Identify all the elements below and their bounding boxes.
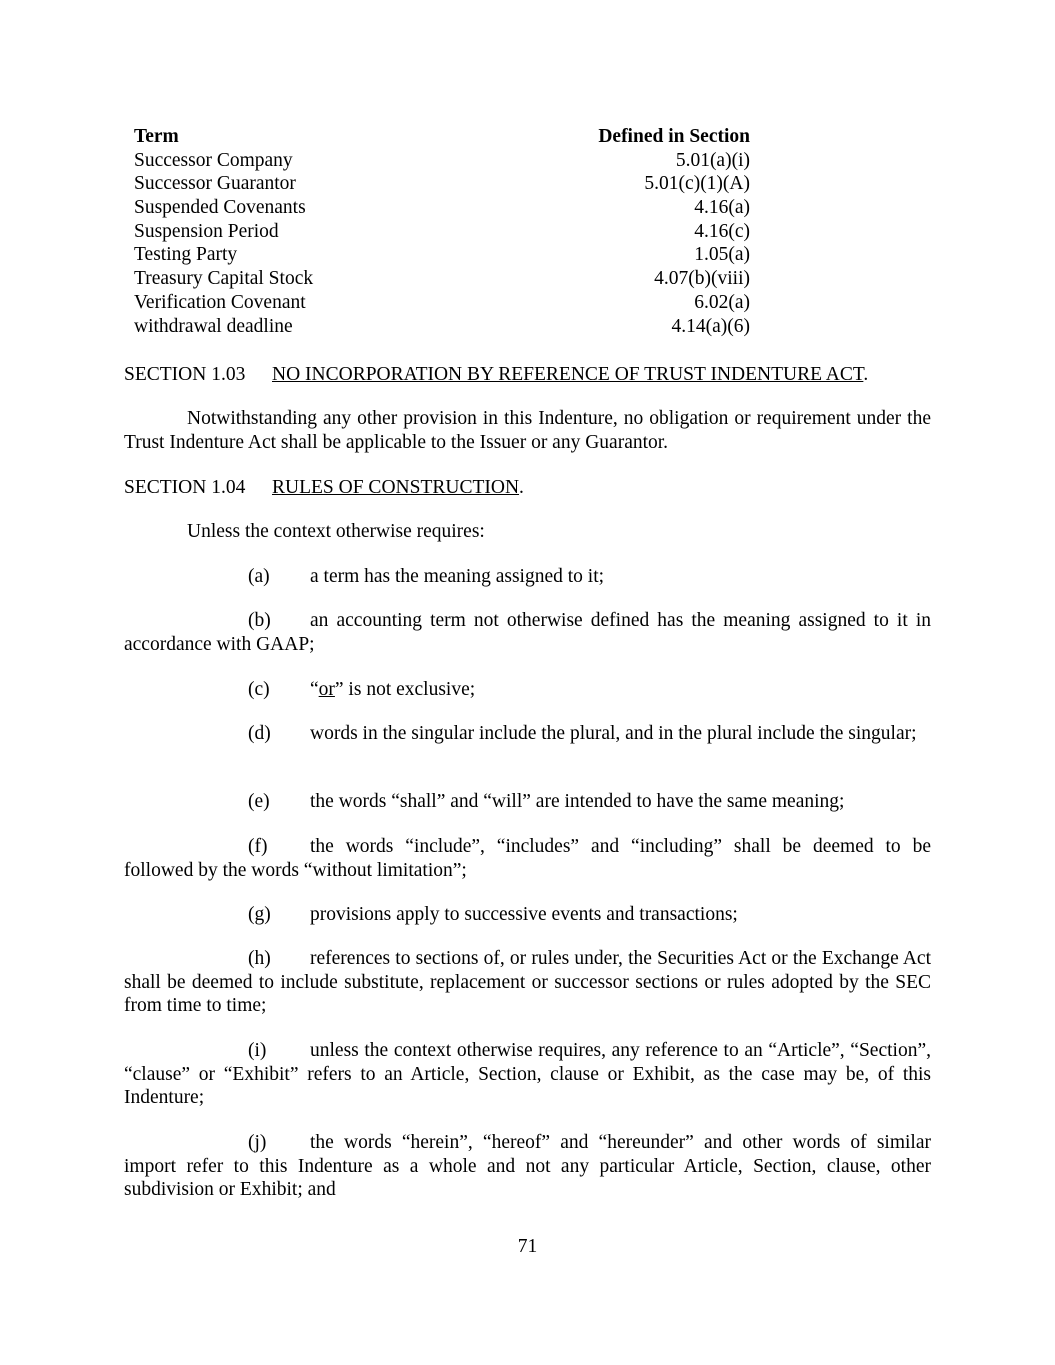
- ref-suspension-period: 4.16(c): [694, 221, 750, 242]
- clause-text: the words “shall” and “will” are intended to have the same meaning;: [310, 791, 845, 812]
- clause-text: a term has the meaning assigned to it;: [310, 566, 605, 587]
- section-title: NO INCORPORATION BY REFERENCE OF TRUST INDENTURE ACT: [272, 364, 864, 385]
- section-1-03-body: Notwithstanding any other provision in this Indenture, no obligation or requirement under the Trust Indenture Act shall be applicable to the Issuer or any Guarantor.: [124, 408, 931, 453]
- term-successor-guarantor: Successor Guarantor: [134, 173, 296, 194]
- section-title: RULES OF CONSTRUCTION: [272, 477, 520, 498]
- clause-text: unless the context otherwise requires, any reference to an “Article”, “Section”, “clause” or “Exhibit” refers to an Article, Section, clause or Exhibit, as the case may be, of this Indenture;: [124, 1040, 931, 1108]
- clause-text-close: ” is not exclusive;: [334, 679, 476, 700]
- section-1-04-heading: [124, 476, 524, 500]
- clause-text: references to sections of, or rules under, the Securities Act or the Exchange Act shall be deemed to include substitute, replacement or successor sections or rules adopted by the SEC from time to time;: [124, 948, 931, 1016]
- ref-successor-guarantor: 5.01(c)(1)(A): [644, 173, 750, 194]
- table-header-section: Defined in Section: [598, 126, 750, 147]
- clause-text-underlined: or: [318, 679, 335, 700]
- clause-h: [124, 947, 931, 1018]
- ref-verification-covenant: 6.02(a): [694, 292, 750, 313]
- clause-label: (h): [248, 948, 271, 969]
- clause-text: words in the singular include the plural, and in the plural include the singular;: [310, 723, 917, 744]
- clause-text-open: “: [310, 679, 319, 700]
- clause-b: [124, 609, 931, 656]
- clause-label: (i): [248, 1040, 267, 1061]
- clause-g: [124, 903, 931, 927]
- section-number: SECTION 1.04: [124, 477, 246, 498]
- clause-i: [124, 1039, 931, 1110]
- table-header-term: Term: [134, 126, 179, 147]
- clause-label: (e): [248, 791, 270, 812]
- clause-label: (a): [248, 566, 270, 587]
- clause-label: (g): [248, 904, 271, 925]
- period: .: [863, 364, 869, 385]
- clause-a: [124, 565, 931, 589]
- term-verification-covenant: Verification Covenant: [134, 292, 306, 313]
- section-number: SECTION 1.03: [124, 364, 246, 385]
- clause-j: [124, 1131, 931, 1202]
- clause-f: [124, 835, 931, 882]
- clause-d: [124, 722, 931, 746]
- ref-treasury-capital-stock: 4.07(b)(viii): [654, 268, 750, 289]
- term-suspension-period: Suspension Period: [134, 221, 279, 242]
- ref-withdrawal-deadline: 4.14(a)(6): [671, 316, 750, 337]
- clause-c: [124, 678, 931, 702]
- clause-text: the words “herein”, “hereof” and “hereunder” and other words of similar import refer to this Indenture as a whole and not any particular Article, Section, clause, other subdivision or Exhibit; and: [124, 1132, 931, 1200]
- section-1-04-intro: Unless the context otherwise requires:: [187, 521, 485, 542]
- clause-text: the words “include”, “includes” and “including” shall be deemed to be followed by the words “without limitation”;: [124, 836, 931, 881]
- term-withdrawal-deadline: withdrawal deadline: [134, 316, 293, 337]
- clause-label: (b): [248, 610, 271, 631]
- clause-label: (j): [248, 1132, 267, 1153]
- clause-text: an accounting term not otherwise defined has the meaning assigned to it in accordance with GAAP;: [124, 610, 931, 655]
- clause-label: (c): [248, 679, 270, 700]
- term-suspended-covenants: Suspended Covenants: [134, 197, 306, 218]
- term-successor-company: Successor Company: [134, 150, 293, 171]
- clause-label: (f): [248, 836, 268, 857]
- clause-label: (d): [248, 723, 271, 744]
- ref-successor-company: 5.01(a)(i): [675, 150, 750, 171]
- term-testing-party: Testing Party: [134, 244, 238, 265]
- clause-e: [124, 790, 931, 814]
- page-number: 71: [517, 1236, 538, 1257]
- period: .: [519, 477, 524, 498]
- clause-text: provisions apply to successive events and transactions;: [310, 904, 738, 925]
- section-1-03-heading: [124, 363, 868, 387]
- term-treasury-capital-stock: Treasury Capital Stock: [134, 268, 314, 289]
- ref-suspended-covenants: 4.16(a): [694, 197, 750, 218]
- ref-testing-party: 1.05(a): [694, 244, 750, 265]
